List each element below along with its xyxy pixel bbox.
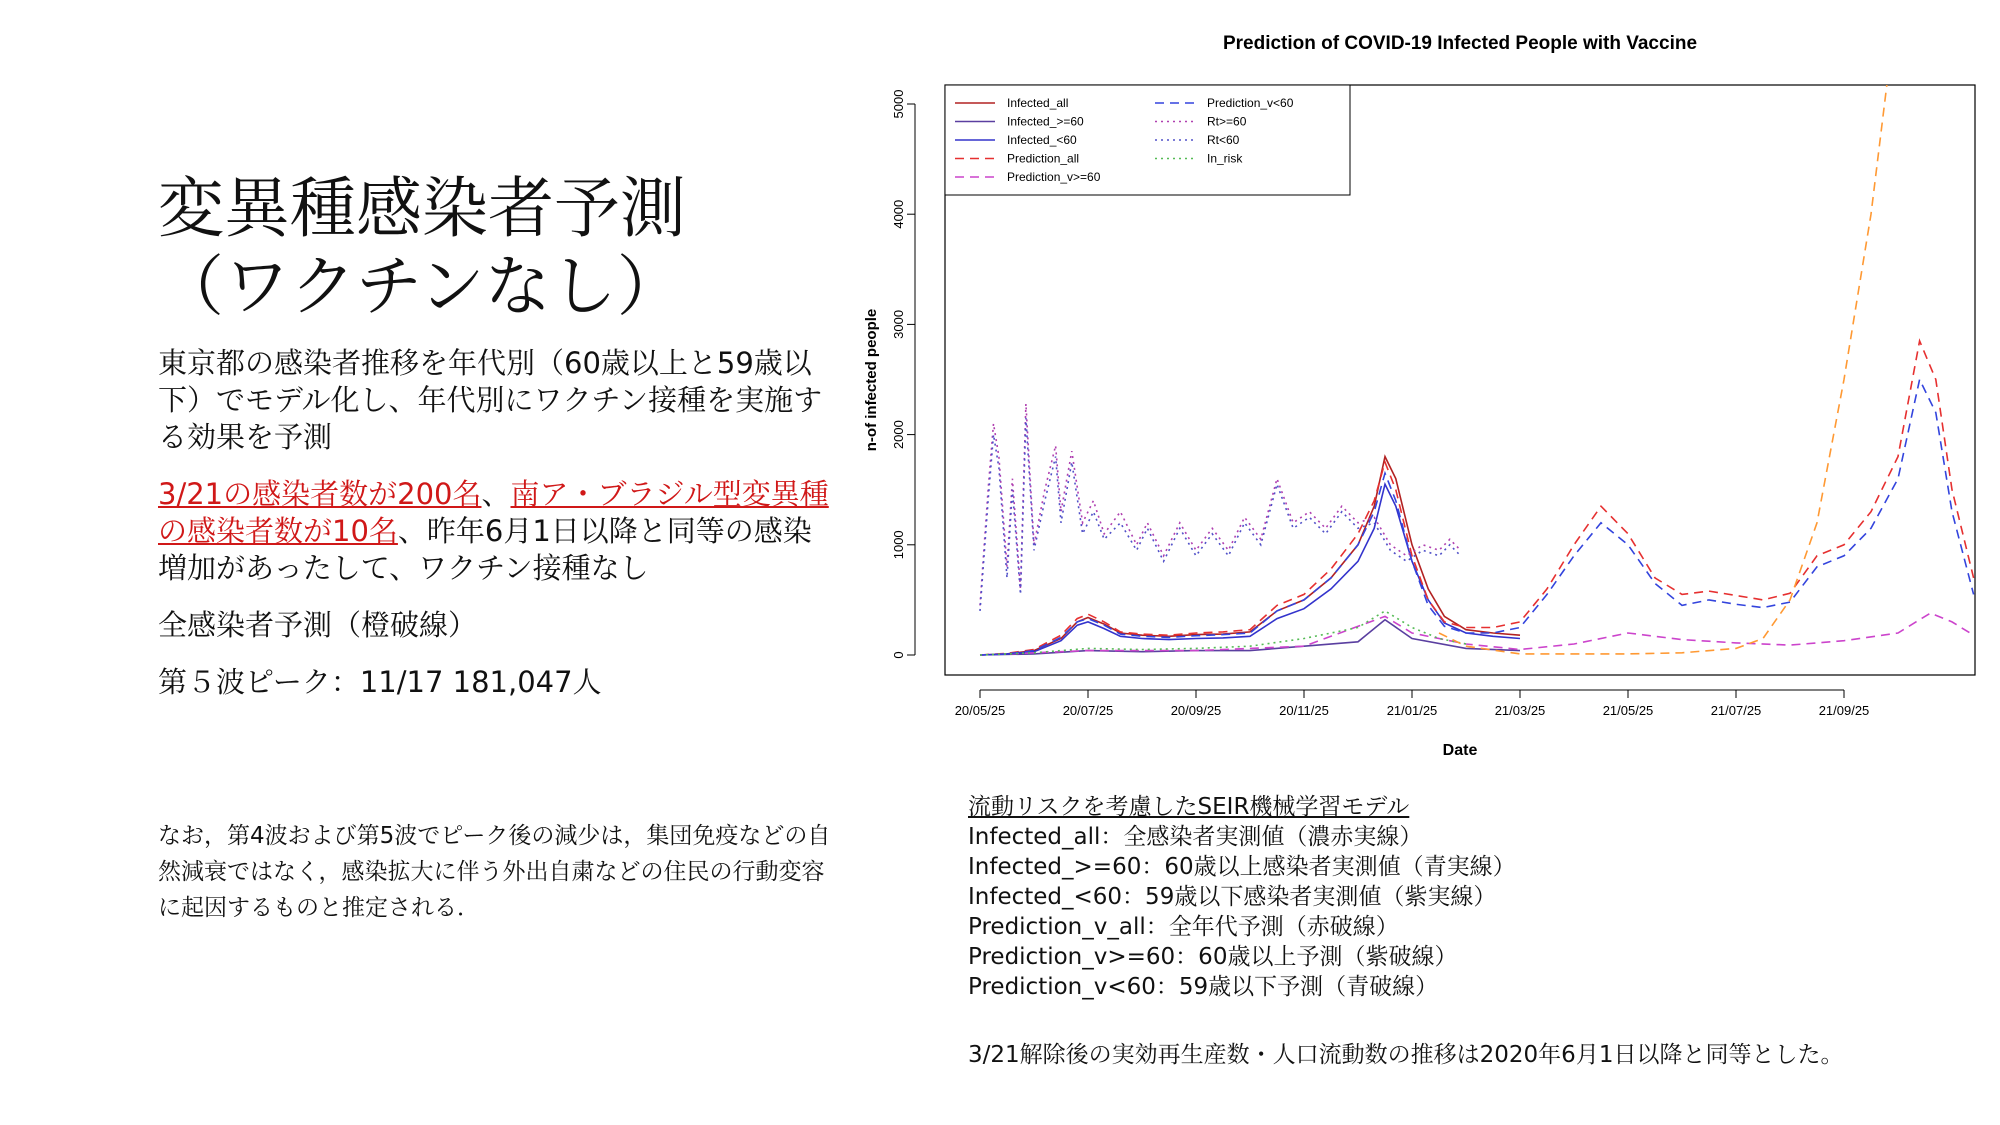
legend-note-item: Infected_all：全感染者実測値（濃赤実線） (968, 824, 1423, 850)
legend-label: Infected_<60 (1007, 133, 1077, 147)
series-infected-60 (980, 620, 1520, 655)
y-tick-label: 3000 (891, 309, 906, 339)
x-axis-label: Date (1442, 742, 1478, 759)
legend-label: Prediction_v<60 (1207, 96, 1294, 110)
model-legend-notes (968, 792, 1968, 1002)
legend-note-item: Infected_<60：59歳以下感染者実測値（紫実線） (968, 884, 1497, 910)
legend-label: Infected_>=60 (1007, 114, 1084, 129)
legend-note-item: Infected_>=60：60歳以上感染者実測値（青実線） (968, 854, 1516, 880)
series-rt-60 (980, 418, 1461, 611)
series-prediction-v-60 (980, 380, 1974, 656)
legend-label: Prediction_all (1007, 151, 1080, 166)
slide-title-line2: （ワクチンなし） (158, 248, 683, 325)
peak-label: 第５波ピーク：11/17 181,047人 (158, 665, 602, 699)
legend-label: Rt<60 (1207, 133, 1240, 147)
x-tick-label: 20/11/25 (1279, 703, 1329, 718)
x-tick-label: 21/07/25 (1710, 703, 1762, 718)
y-tick-label: 2000 (891, 420, 906, 450)
x-tick-label: 21/05/25 (1602, 703, 1654, 718)
scenario-separator: 、 (481, 477, 511, 511)
series-prediction-all (980, 341, 1974, 655)
y-tick-label: 4000 (891, 199, 906, 229)
y-axis-label: n-of infected people (863, 308, 880, 452)
legend-note-item: Prediction_v>=60：60歳以上予測（紫破線） (968, 944, 1458, 970)
series-infected-all (980, 457, 1520, 655)
x-tick-label: 21/03/25 (1494, 703, 1546, 718)
all-prediction-label: 全感染者予測（橙破線） (158, 608, 478, 642)
note-text: なお，第4波および第5波でピーク後の減少は，集団免疫などの自然減衰ではなく，感染拡大に伴う外出自粛などの住民の行動変容に起因するものと推定される． (158, 823, 831, 921)
scenario-highlight-2: 南ア・ブラジル型変異種の感染者数が10名 (158, 477, 829, 548)
x-tick-label: 20/09/25 (1170, 703, 1222, 718)
x-tick-label: 21/01/25 (1386, 703, 1438, 718)
model-description: 東京都の感染者推移を年代別（60歳以上と59歳以下）でモデル化し、年代別にワクチン接種を実施する効果を予測 (158, 346, 823, 454)
model-title: 流動リスクを考慮したSEIR機械学習モデル (968, 794, 1410, 820)
scenario-rest: 、昨年6月1日以降と同等の感染増加があったして、ワクチン接種なし (158, 514, 812, 585)
scenario-highlight-1: 3/21の感染者数が200名 (158, 477, 482, 511)
series-orange-total (1439, 82, 1887, 654)
legend-note-item: Prediction_v<60：59歳以下予測（青破線） (968, 974, 1439, 1000)
slide-title-line1: 変異種感染者予測 (158, 170, 686, 247)
legend-label: Infected_all (1007, 96, 1069, 110)
chart-title: Prediction of COVID-19 Infected People with Vaccine (1222, 33, 1698, 54)
x-tick-label: 21/09/25 (1818, 703, 1870, 718)
legend-label: Rt>=60 (1207, 114, 1247, 129)
x-tick-label: 20/07/25 (1062, 703, 1114, 718)
legend-label: In_risk (1207, 151, 1243, 166)
y-tick-label: 1000 (891, 530, 906, 560)
footnote: 3/21解除後の実効再生産数・人口流動数の推移は2020年6月1日以降と同等とした。 (968, 1042, 1844, 1068)
legend-note-item: Prediction_v_all：全年代予測（赤破線） (968, 914, 1399, 940)
y-tick-label: 5000 (891, 89, 906, 119)
y-tick-label: 0 (891, 651, 906, 659)
series-rt-60 (980, 404, 1461, 606)
legend-label: Prediction_v>=60 (1007, 170, 1101, 184)
x-tick-label: 20/05/25 (954, 703, 1006, 718)
series-in-risk (980, 611, 1466, 655)
